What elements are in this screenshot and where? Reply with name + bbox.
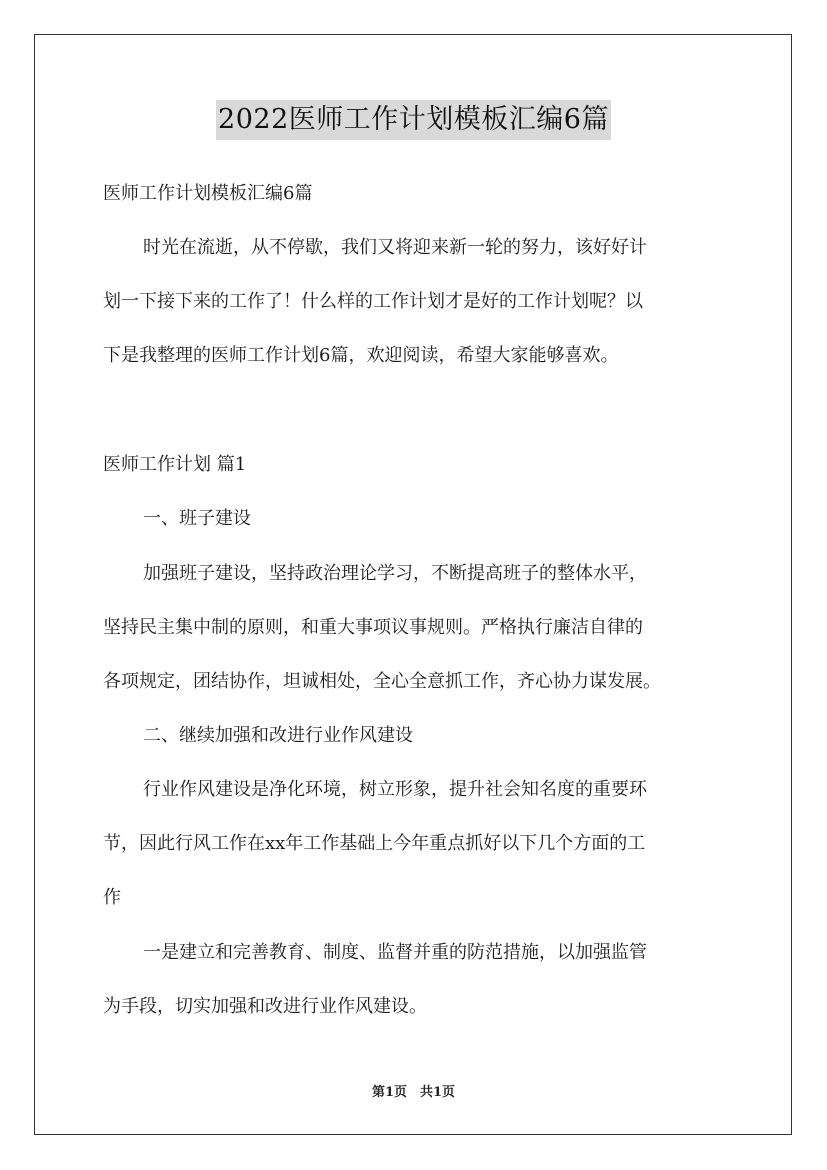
item1-heading: 一、班子建设 bbox=[143, 508, 251, 529]
item2-body-line-3: 作 bbox=[103, 887, 121, 908]
item1-body-line-1: 加强班子建设，坚持政治理论学习，不断提高班子的整体水平， bbox=[143, 563, 647, 584]
page-footer bbox=[0, 1084, 827, 1102]
document-title: 2022医师工作计划模板汇编6篇 bbox=[216, 100, 611, 140]
item1-body-line-3: 各项规定，团结协作，坦诚相处，全心全意抓工作，齐心协力谋发展。 bbox=[103, 671, 661, 692]
item2-body-line-1: 行业作风建设是净化环境，树立形象，提升社会知名度的重要环 bbox=[143, 779, 647, 800]
intro-line-1: 时光在流逝，从不停歇，我们又将迎来新一轮的努力，该好好计 bbox=[143, 237, 647, 258]
item2-point1-line-2: 为手段，切实加强和改进行业作风建设。 bbox=[103, 996, 427, 1017]
item1-body-line-2: 坚持民主集中制的原则，和重大事项议事规则。严格执行廉洁自律的 bbox=[103, 617, 643, 638]
intro-line-3: 下是我整理的医师工作计划6篇，欢迎阅读，希望大家能够喜欢。 bbox=[103, 345, 619, 366]
title-container bbox=[0, 100, 827, 140]
item2-body-line-2: 节，因此行风工作在xx年工作基础上今年重点抓好以下几个方面的工 bbox=[103, 833, 646, 854]
section-heading: 医师工作计划 篇1 bbox=[103, 454, 247, 475]
intro-line-2: 划一下接下来的工作了！什么样的工作计划才是好的工作计划呢？以 bbox=[103, 291, 643, 312]
page-number-label: 第1页 共1页 bbox=[371, 1085, 456, 1100]
item2-heading: 二、继续加强和改进行业作风建设 bbox=[143, 725, 413, 746]
item2-point1-line-1: 一是建立和完善教育、制度、监督并重的防范措施，以加强监管 bbox=[143, 942, 647, 963]
document-subtitle: 医师工作计划模板汇编6篇 bbox=[103, 183, 313, 204]
